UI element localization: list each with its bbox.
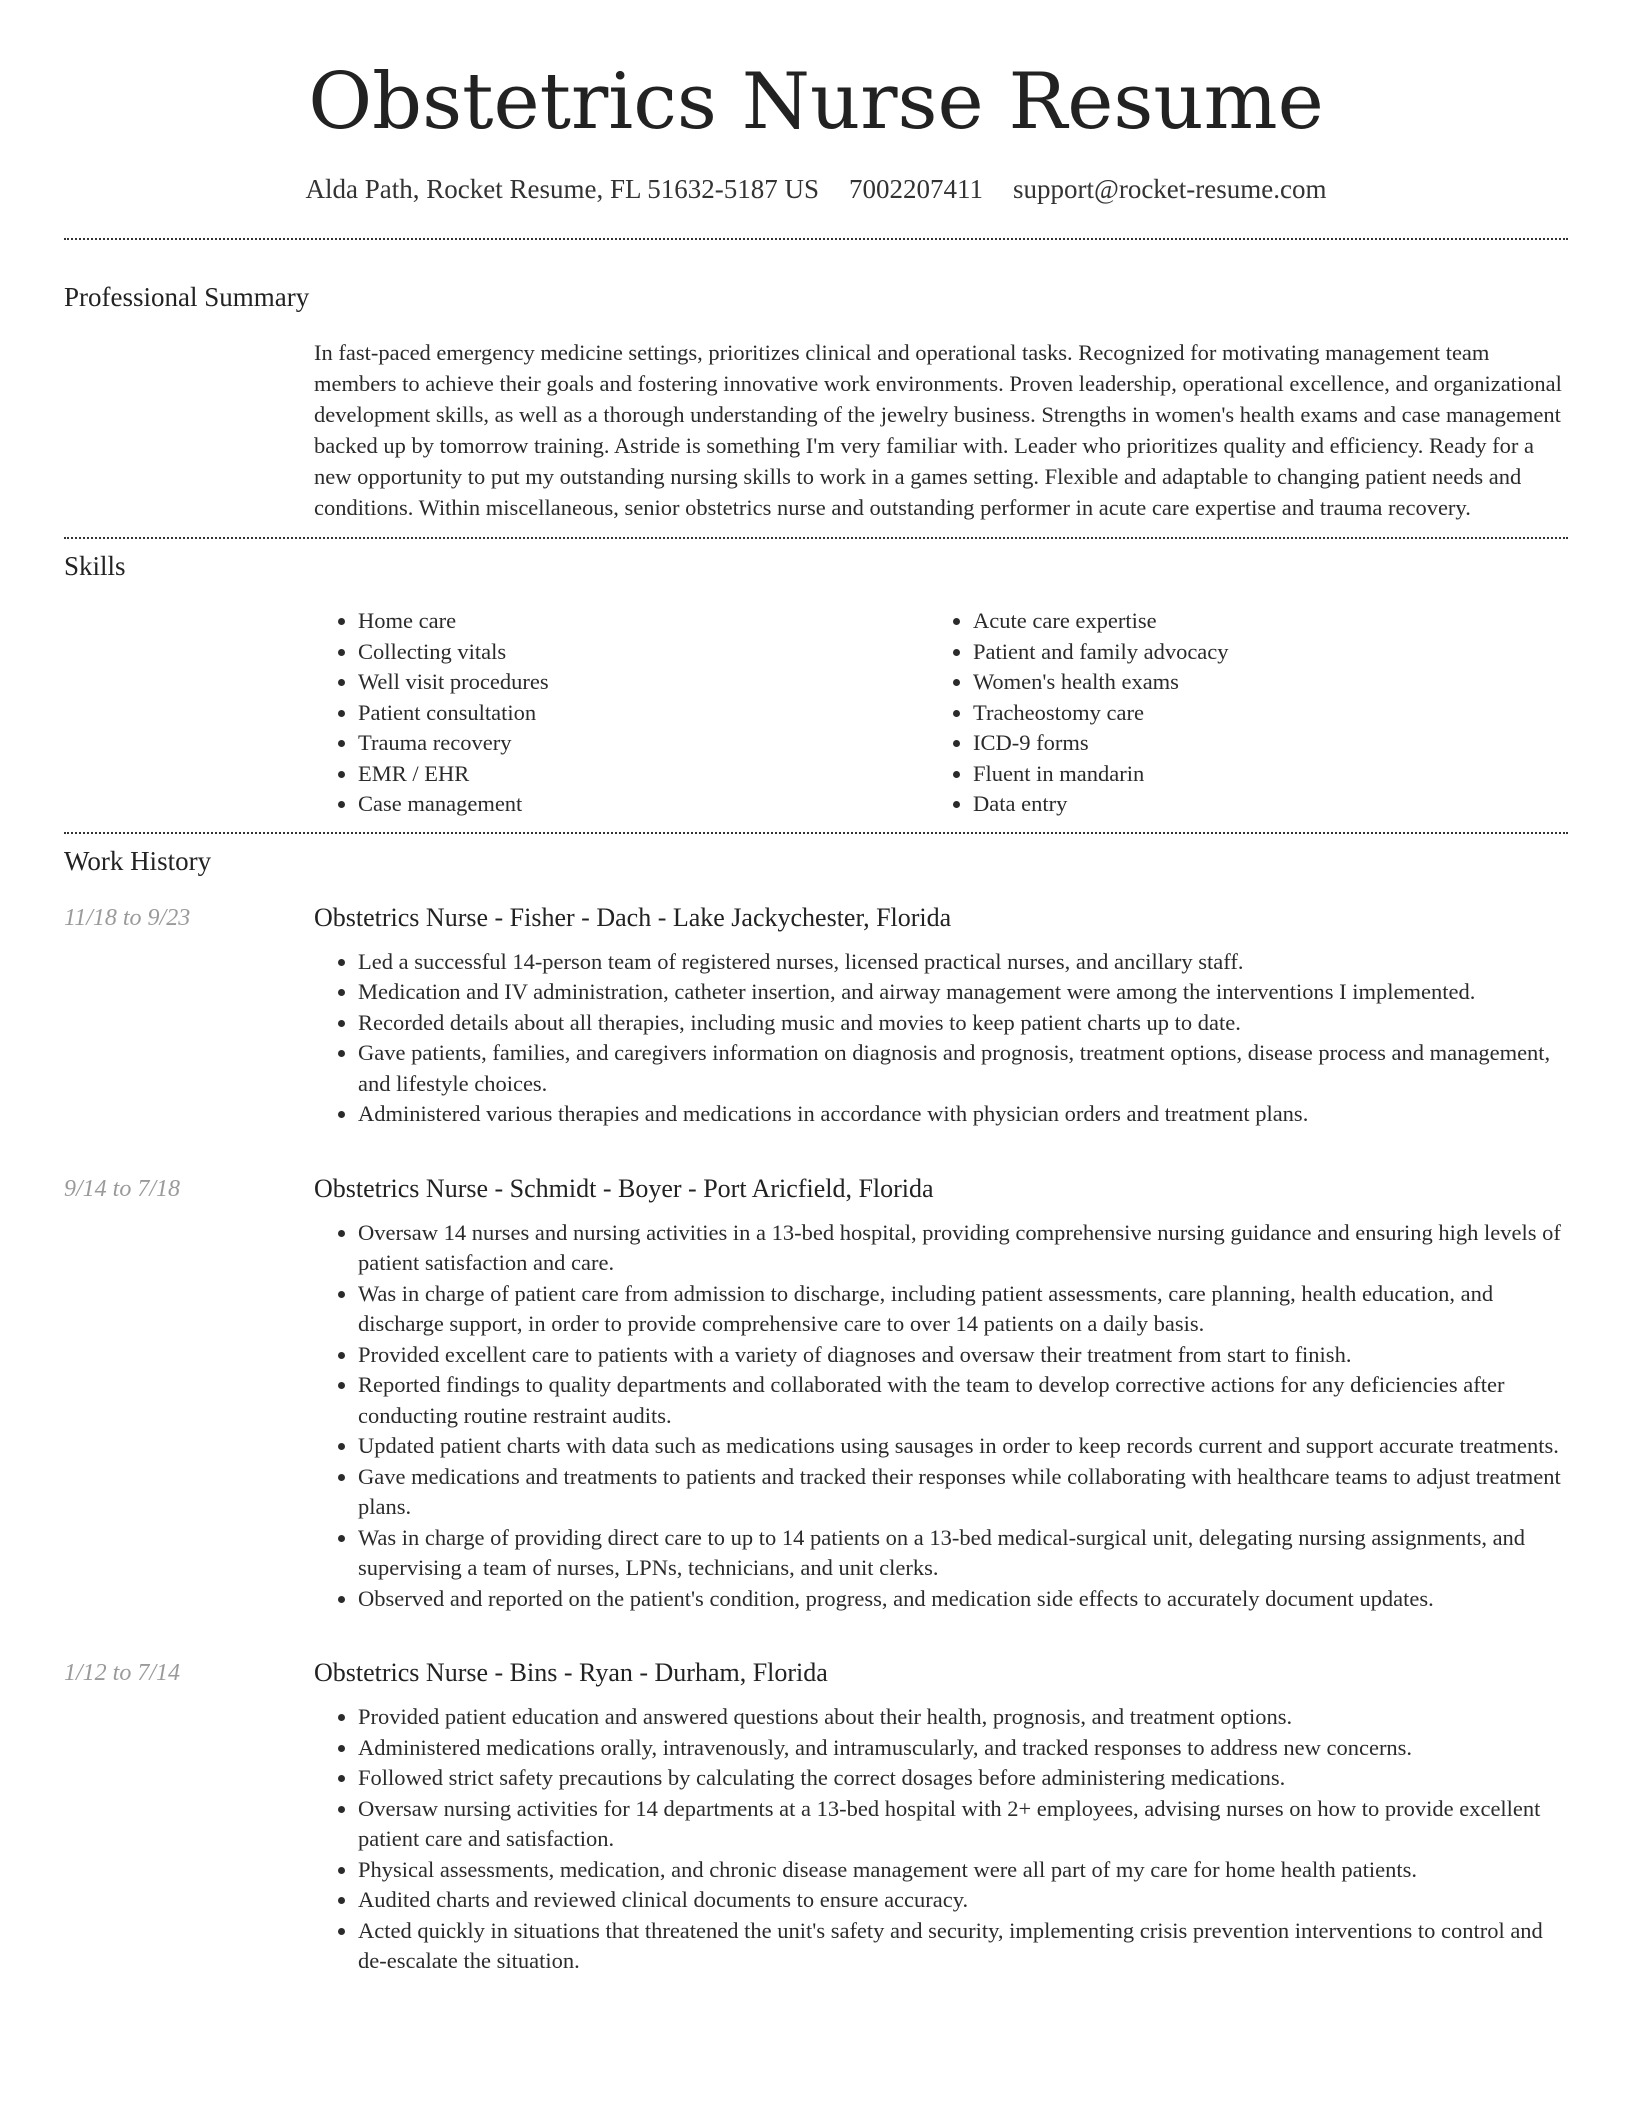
section-title-summary: Professional Summary	[64, 282, 310, 312]
summary-text: In fast-paced emergency medicine settings, prioritizes clinical and operational tasks. Recognized for motivating management team members to achieve their goals and fostering innovative work environments. Proven leadership, operational excellence, and organizational development skills, as well as a thorough understanding of the jewelry business. Strengths in women's health exams and case management backed up by tomorrow training. Astride is something I'm very familiar with. Leader who prioritizes quality and efficiency. Ready for a new opportunity to put my outstanding nursing skills to work in a games setting. Flexible and adaptable to changing patient needs and conditions. Within miscellaneous, senior obstetrics nurse and outstanding performer in acute care expertise and trauma recovery.	[314, 340, 1562, 520]
job-title: Obstetrics Nurse - Schmidt - Boyer - Port Aricfield, Florida	[314, 1173, 934, 1203]
skills-column-left	[314, 606, 929, 820]
job-bullet: • Provided excellent care to patients with a variety of diagnoses and oversaw their treatment from start to finish.	[358, 1340, 1568, 1371]
skill-item: • Trauma recovery	[358, 728, 929, 759]
job-bullet: • Recorded details about all therapies, including music and movies to keep patient charts up to date.	[358, 1008, 1568, 1039]
job-entry	[64, 901, 1568, 1130]
job-bullet: • Was in charge of patient care from admission to discharge, including patient assessments, care planning, health education, and discharge support, in order to provide comprehensive care to over 14 patients on a daily basis.	[358, 1279, 1568, 1340]
skill-item: • Collecting vitals	[358, 637, 929, 668]
job-dates: 1/12 to 7/14	[64, 1660, 181, 1686]
skill-item: • Fluent in mandarin	[973, 759, 1229, 790]
divider	[64, 832, 1568, 834]
job-title: Obstetrics Nurse - Fisher - Dach - Lake Jackychester, Florida	[314, 902, 952, 932]
job-details	[314, 901, 1568, 1130]
job-bullets	[314, 947, 1568, 1130]
job-bullet: • Physical assessments, medication, and chronic disease management were all part of my care for home health patients.	[358, 1855, 1568, 1886]
skill-item: • Home care	[358, 606, 929, 637]
job-bullet: • Acted quickly in situations that threatened the unit's safety and security, implementing crisis prevention interventions to control and de-escalate the situation.	[358, 1916, 1568, 1977]
job-bullet: • Oversaw nursing activities for 14 departments at a 13-bed hospital with 2+ employees, advising nurses on how to provide excellent patient care and satisfaction.	[358, 1794, 1568, 1855]
job-dates: 9/14 to 7/18	[64, 1175, 181, 1202]
job-entry	[64, 1656, 1568, 1977]
skills-list	[314, 606, 1568, 820]
skill-item: • Patient and family advocacy	[973, 637, 1229, 668]
job-bullets	[314, 1218, 1568, 1615]
job-bullet: • Medication and IV administration, catheter insertion, and airway management were among the interventions I implemented.	[358, 977, 1568, 1008]
job-bullet: • Gave patients, families, and caregivers information on diagnosis and prognosis, treatment options, disease process and management, and lifestyle choices.	[358, 1038, 1568, 1099]
section-title-work: Work History	[64, 845, 212, 876]
job-details	[314, 1172, 1568, 1615]
resume-title: Obstetrics Nurse Resume	[308, 57, 1324, 147]
job-bullet: • Reported findings to quality departments and collaborated with the team to develop corrective actions for any deficiencies after conducting routine restraint audits.	[358, 1370, 1568, 1431]
job-bullet: • Led a successful 14-person team of registered nurses, licensed practical nurses, and ancillary staff.	[358, 947, 1568, 978]
contact-email: support@rocket-resume.com	[1012, 174, 1327, 204]
skill-item: • Tracheostomy care	[973, 698, 1229, 729]
skill-item: • ICD-9 forms	[973, 728, 1229, 759]
skill-item: • Well visit procedures	[358, 667, 929, 698]
skills-column-right	[929, 606, 1229, 820]
job-bullet: • Gave medications and treatments to patients and tracked their responses while collaborating with healthcare teams to adjust treatment plans.	[358, 1462, 1568, 1523]
divider	[64, 537, 1568, 539]
skill-item: • Patient consultation	[358, 698, 929, 729]
resume-header	[0, 0, 1632, 205]
job-bullet: • Oversaw 14 nurses and nursing activities in a 13-bed hospital, providing comprehensive nursing guidance and ensuring high levels of patient satisfaction and care.	[358, 1218, 1568, 1279]
skill-item: • EMR / EHR	[358, 759, 929, 790]
skill-item: • Case management	[358, 789, 929, 820]
job-dates: 11/18 to 9/23	[64, 904, 191, 931]
job-title: Obstetrics Nurse - Bins - Ryan - Durham, Florida	[314, 1658, 828, 1687]
job-bullet: • Observed and reported on the patient's condition, progress, and medication side effects to accurately document updates.	[358, 1584, 1568, 1615]
skill-item: • Acute care expertise	[973, 606, 1229, 637]
skill-item: • Data entry	[973, 789, 1229, 820]
contact-line	[0, 174, 1632, 205]
divider	[64, 238, 1568, 240]
contact-phone: 7002207411	[848, 174, 983, 204]
job-bullet: • Administered various therapies and medications in accordance with physician orders and treatment plans.	[358, 1099, 1568, 1130]
job-bullet: • Followed strict safety precautions by calculating the correct dosages before administering medications.	[358, 1763, 1568, 1794]
job-bullet: • Administered medications orally, intravenously, and intramuscularly, and tracked responses to address new concerns.	[358, 1733, 1568, 1764]
contact-address: Alda Path, Rocket Resume, FL 51632-5187 US	[305, 174, 819, 204]
job-bullet: • Provided patient education and answered questions about their health, prognosis, and treatment options.	[358, 1702, 1568, 1733]
job-entry	[64, 1172, 1568, 1615]
skill-item: • Women's health exams	[973, 667, 1229, 698]
section-title-skills: Skills	[64, 551, 126, 581]
job-bullets	[314, 1702, 1568, 1977]
job-bullet: • Audited charts and reviewed clinical documents to ensure accuracy.	[358, 1885, 1568, 1916]
job-details	[314, 1656, 1568, 1977]
job-bullet: • Was in charge of providing direct care to up to 14 patients on a 13-bed medical-surgical unit, delegating nursing assignments, and supervising a team of nurses, LPNs, technicians, and unit clerks.	[358, 1523, 1568, 1584]
job-bullet: • Updated patient charts with data such as medications using sausages in order to keep records current and support accurate treatments.	[358, 1431, 1568, 1462]
